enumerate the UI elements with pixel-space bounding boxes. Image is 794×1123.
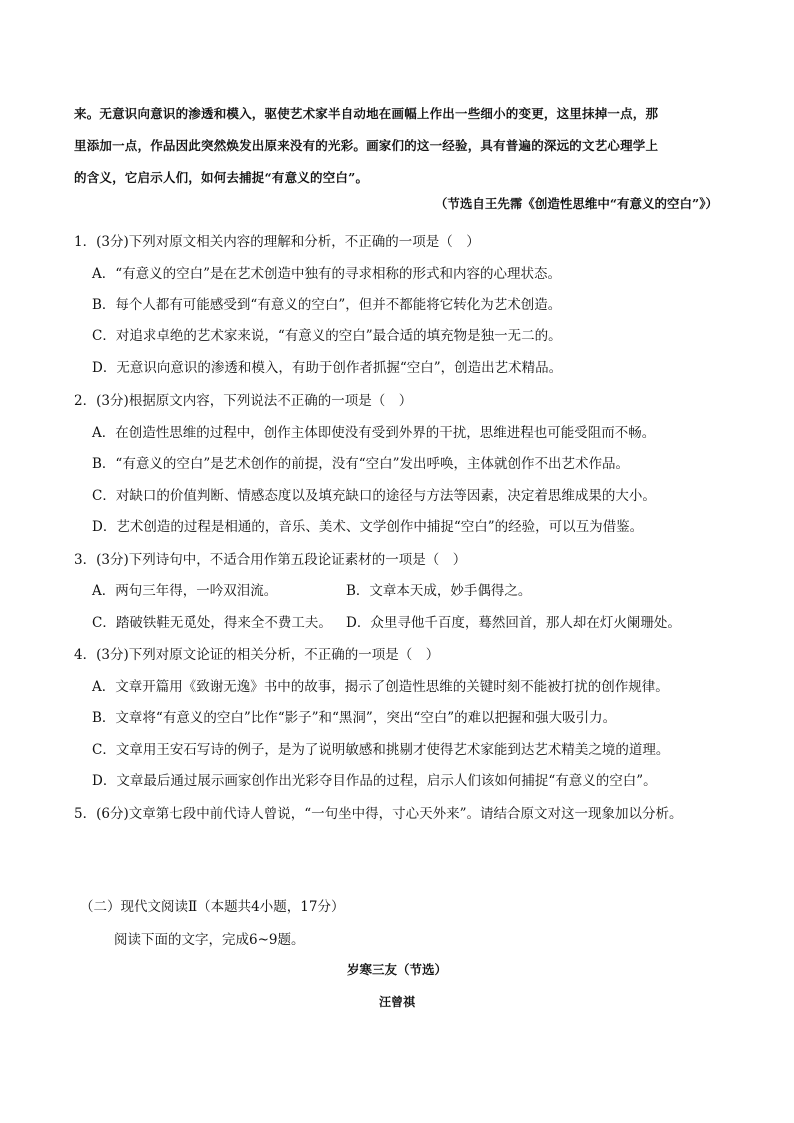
question-1-stem: 1．(3分)下列对原文相关内容的理解和分析，不正确的一项是（ ）	[74, 234, 480, 250]
question-3-option-d: D．众里寻他千百度，蓦然回首，那人却在灯火阑珊处。	[346, 615, 681, 631]
passage-line: 的含义，它启示人们，如何去捕捉“有意义的空白”。	[74, 170, 369, 185]
passage-line: 里添加一点，作品因此突然焕发出原来没有的光彩。画家们的这一经验，具有普遍的深远的文艺心理学上	[74, 138, 659, 153]
question-4-option-d: D．文章最后通过展示画家创作出光彩夺目作品的过程，启示人们该如何捕捉“有意义的空白”。	[92, 773, 657, 789]
question-3-option-a: A．两句三年得，一吟双泪流。	[92, 583, 278, 599]
question-2-option-c: C．对缺口的价值判断、情感态度以及填充缺口的途径与方法等因素，决定着思维成果的大小。	[92, 488, 656, 504]
article-author: 汪曾祺	[378, 995, 415, 1009]
question-3-option-c: C．踏破铁鞋无觅处，得来全不费工夫。	[92, 615, 332, 631]
question-5-stem: 5．(6分)文章第七段中前代诗人曾说，“一句坐中得，寸心天外来”。请结合原文对这一现象加以分析。	[74, 806, 683, 822]
question-2-option-a: A．在创造性思维的过程中，创作主体即使没有受到外界的干扰，思维进程也可能受阻而不畅。	[92, 425, 656, 441]
article-title: 岁寒三友（节选）	[346, 962, 447, 977]
passage-line: 来。无意识向意识的渗透和模入，驱使艺术家半自动地在画幅上作出一些细小的变更，这里抹掉一点，那	[74, 106, 659, 121]
section-instruction: 阅读下面的文字，完成6~9题。	[114, 932, 305, 948]
question-1-option-c: C．对追求卓绝的艺术家来说，“有意义的空白”最合适的填充物是独一无二的。	[92, 328, 562, 344]
question-2-option-b: B．“有意义的空白”是艺术创作的前提，没有“空白”发出呼唤，主体就创作不出艺术作品。	[92, 456, 630, 472]
section-title: （二）现代文阅读Ⅱ（本题共4小题，17分）	[80, 899, 345, 915]
question-3-stem: 3．(3分)下列诗句中，不适合用作第五段论证素材的一项是（ ）	[74, 552, 467, 568]
question-1-option-d: D．无意识向意识的渗透和模入，有助于创作者抓握“空白”，创造出艺术精品。	[92, 360, 563, 376]
question-4-option-b: B．文章将“有意义的空白”比作“影子”和“黑洞”，突出“空白”的难以把握和强大吸引力。	[92, 710, 617, 726]
passage-text	[74, 98, 724, 194]
question-2-stem: 2．(3分)根据原文内容，下列说法不正确的一项是（ ）	[74, 393, 413, 409]
question-1-option-b: B．每个人都有可能感受到“有意义的空白”，但并不都能将它转化为艺术创造。	[92, 297, 562, 313]
passage-source: （节选自王先霈《创造性思维中“有意义的空白”》）	[434, 196, 718, 211]
question-4-stem: 4．(3分)下列对原文论证的相关分析，不正确的一项是（ ）	[74, 647, 440, 663]
question-2-option-d: D．艺术创造的过程是相通的，音乐、美术、文学创作中捕捉“空白”的经验，可以互为借鉴。	[92, 519, 644, 535]
question-4-option-c: C．文章用王安石写诗的例子，是为了说明敏感和挑剔才使得艺术家能到达艺术精美之境的道理。	[92, 742, 670, 758]
question-4-option-a: A．文章开篇用《致谢无逸》书中的故事，揭示了创造性思维的关键时刻不能被打扰的创作规律。	[92, 679, 669, 695]
question-3-option-b: B．文章本天成，妙手偶得之。	[346, 583, 532, 599]
question-1-option-a: A．“有意义的空白”是在艺术创造中独有的寻求相称的形式和内容的心理状态。	[92, 266, 562, 282]
